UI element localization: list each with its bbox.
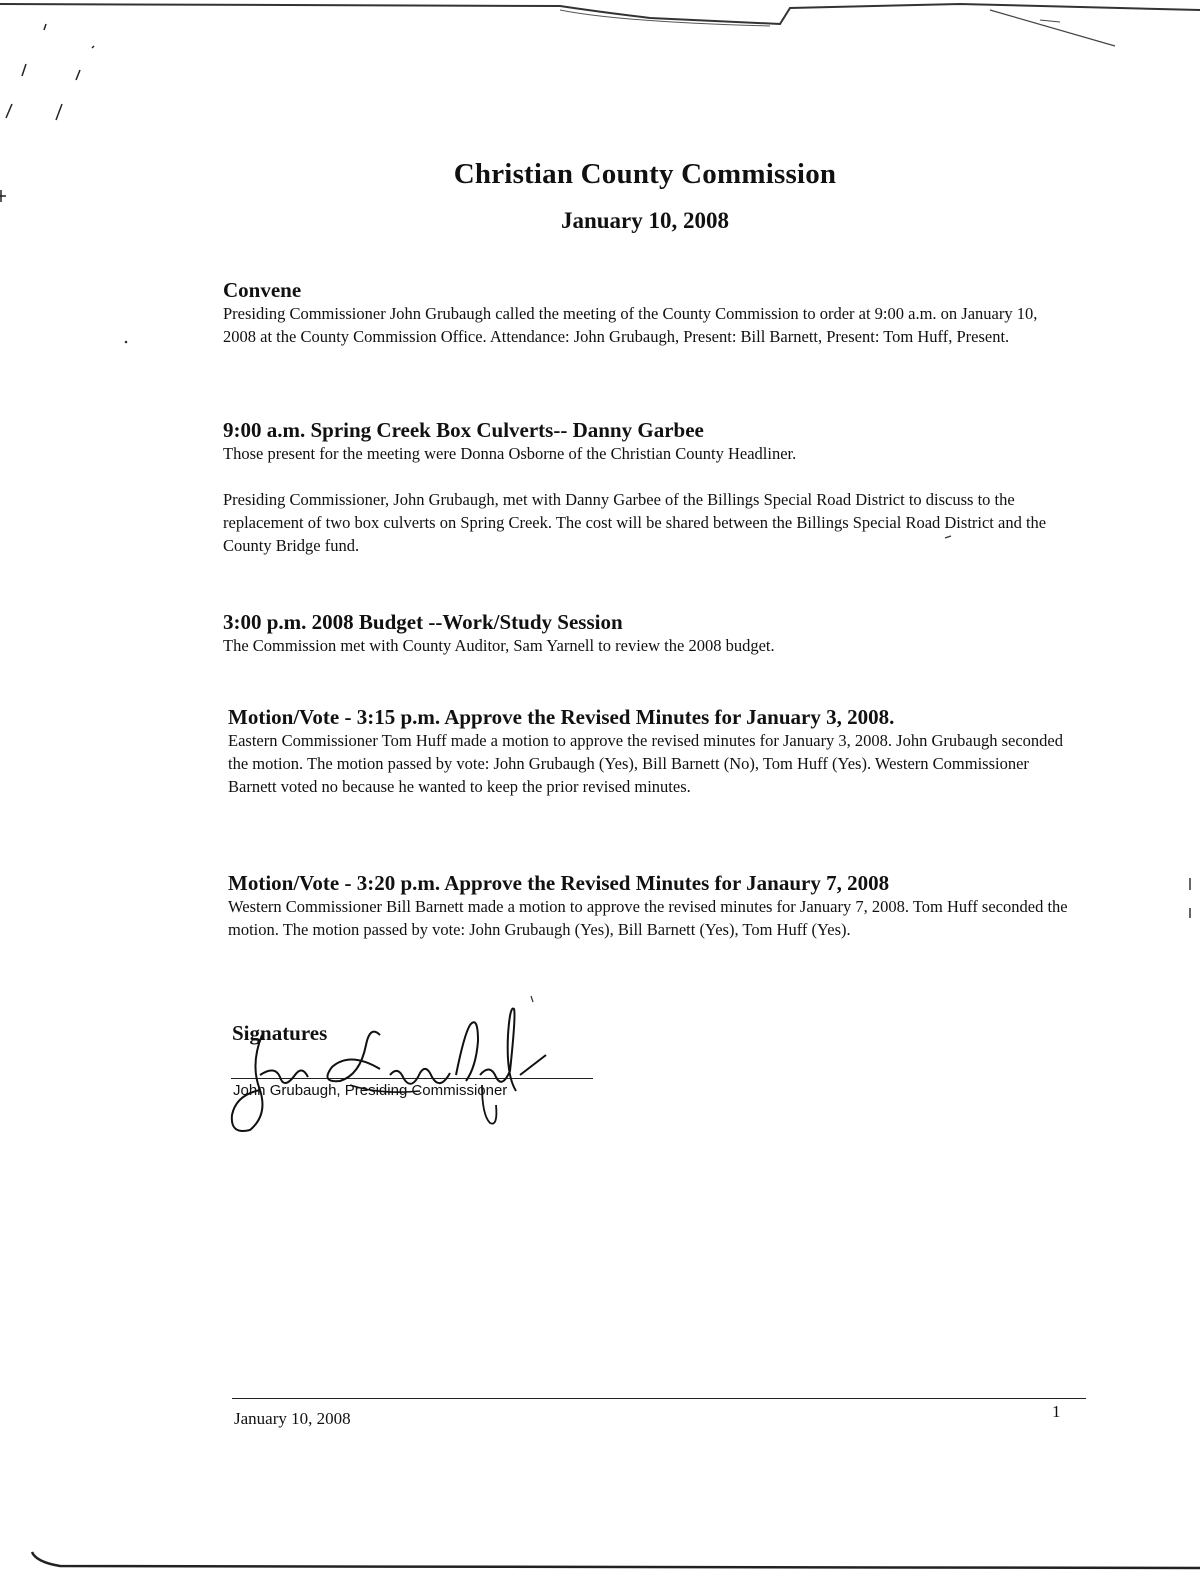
- section-paragraph: Presiding Commissioner, John Grubaugh, met with Danny Garbee of the Billings Special Road District to discuss to the replacement of two box culverts on Spring Creek. The cost will be shared between the Billings Special Road District and the County Bridge fund.: [223, 490, 1047, 555]
- footer-rule: [232, 1398, 1086, 1399]
- section-motion-jan7: [228, 871, 1068, 941]
- section-paragraph: Those present for the meeting were Donna Osborne of the Christian County Headliner.: [223, 444, 797, 463]
- section-convene: [223, 278, 1063, 348]
- section-heading: Motion/Vote - 3:15 p.m. Approve the Revised Minutes for January 3, 2008.: [228, 705, 895, 729]
- signatures-label: Signatures: [232, 1021, 328, 1045]
- section-spring-creek: [223, 418, 1063, 557]
- section-heading: 9:00 a.m. Spring Creek Box Culverts-- Danny Garbee: [223, 418, 704, 442]
- signature-caption: John Grubaugh, Presiding Commissioner: [233, 1082, 508, 1099]
- section-paragraph: Eastern Commissioner Tom Huff made a motion to approve the revised minutes for January 3, 2008. John Grubaugh seconded the motion. The motion passed by vote: John Grubaugh (Yes), Bill Barnett (No), Tom Huff (Yes). Western Commissioner Barnett voted no because he wanted to keep the prior revised minutes.: [228, 731, 1063, 796]
- page-number: 1: [1052, 1402, 1061, 1421]
- page-title: Christian County Commission: [453, 158, 837, 190]
- footer-date: January 10, 2008: [234, 1409, 351, 1428]
- section-heading: Motion/Vote - 3:20 p.m. Approve the Revised Minutes for Janaury 7, 2008: [228, 871, 890, 895]
- page-date: January 10, 2008: [560, 208, 730, 233]
- section-paragraph: Western Commissioner Bill Barnett made a motion to approve the revised minutes for January 7, 2008. Tom Huff seconded the motion. The motion passed by vote: John Grubaugh (Yes), Bill Barnett (Yes), Tom Huff (Yes).: [228, 897, 1068, 939]
- section-paragraph: The Commission met with County Auditor, Sam Yarnell to review the 2008 budget.: [223, 636, 775, 655]
- handwritten-signature: [220, 995, 560, 1135]
- section-budget: [223, 610, 1063, 657]
- section-paragraph: Presiding Commissioner John Grubaugh called the meeting of the County Commission to order at 9:00 a.m. on January 10, 2008 at the County Commission Office. Attendance: John Grubaugh, Present: Bill Barnett, Present: Tom Huff, Present.: [223, 304, 1038, 346]
- section-heading: 3:00 p.m. 2008 Budget --Work/Study Session: [223, 610, 623, 634]
- section-heading: Convene: [223, 278, 302, 302]
- section-motion-jan3: [228, 705, 1068, 798]
